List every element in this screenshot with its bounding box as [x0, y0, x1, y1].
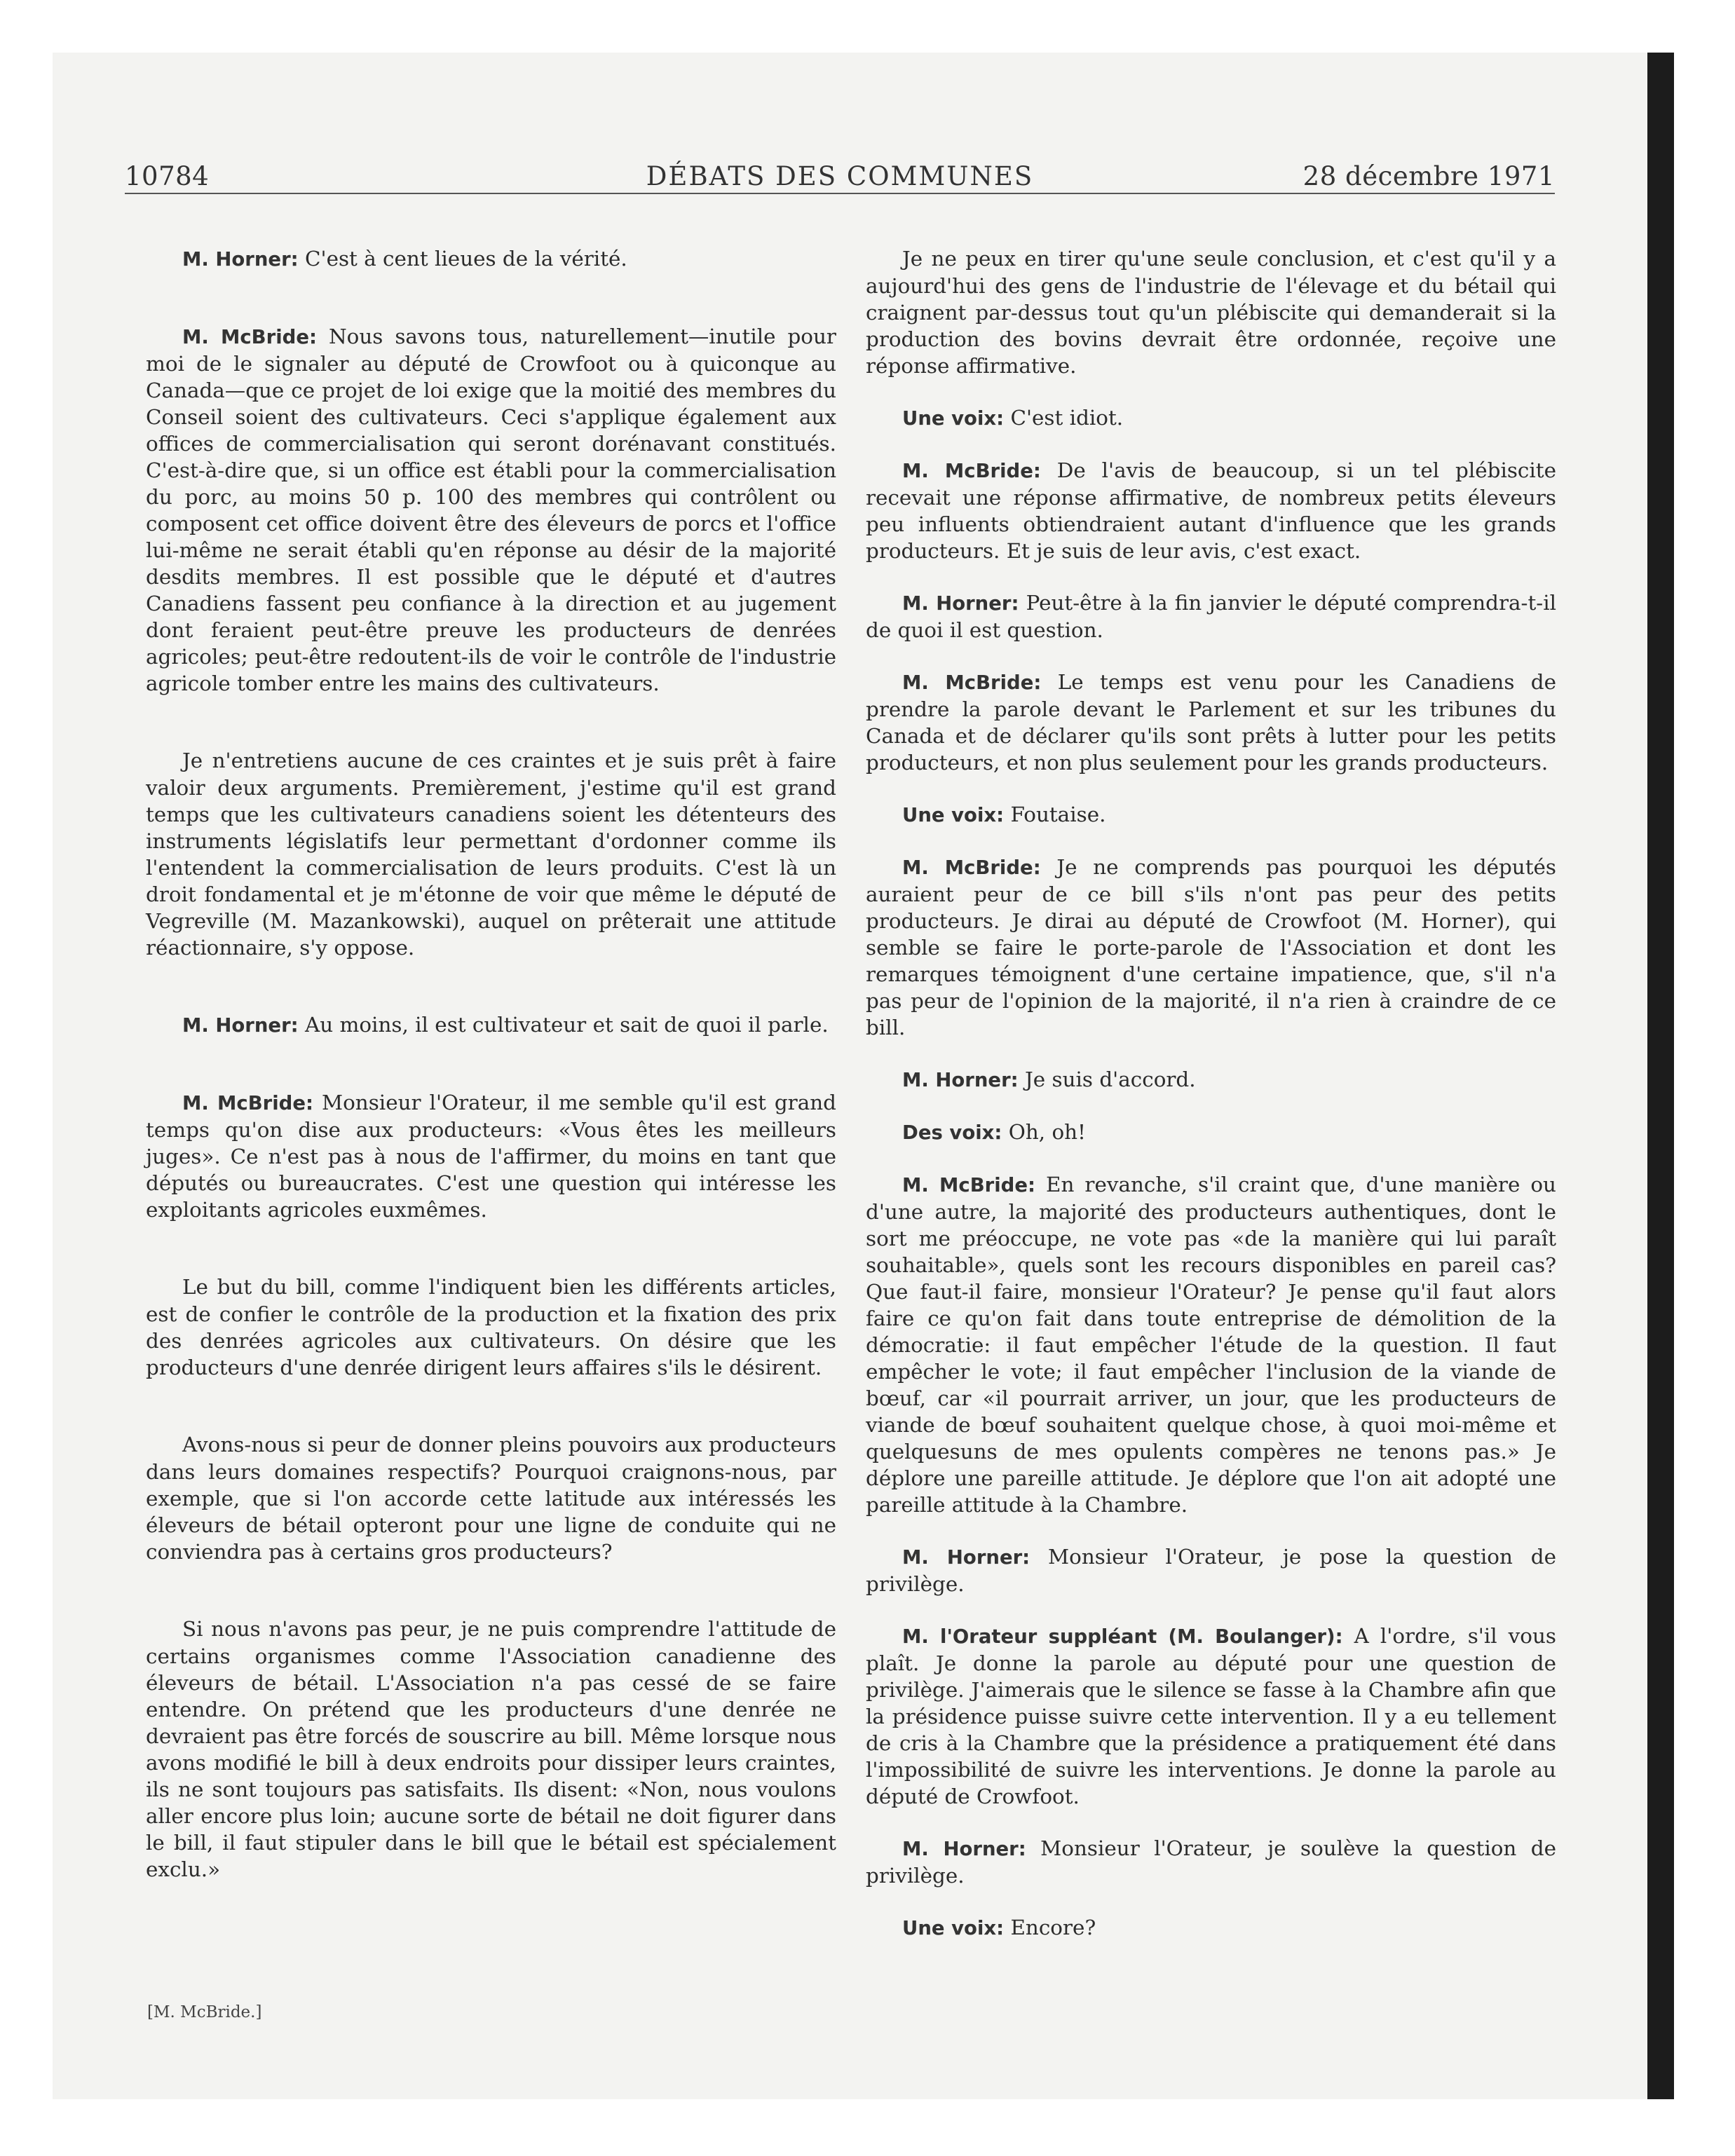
paragraph — [146, 1431, 836, 1565]
paragraph — [146, 323, 836, 697]
paragraph — [866, 669, 1556, 776]
page-number: 10784 — [125, 161, 210, 191]
paragraph-text: Avons-nous si peur de donner pleins pouvoirs aux producteurs dans leurs domaines respectifs? Pourquoi craignons-nous, par exemple, que si l'on accorde cette latitude aux intéressés les éleveurs de bétail opteront pour une ligne de conduite qui ne conviendra pas à certains gros producteurs? — [146, 1433, 836, 1564]
journal-title: DÉBATS DES COMMUNES — [646, 161, 1034, 191]
speaker-label: M. Horner: — [902, 1838, 1026, 1860]
paragraph-text: Au moins, il est cultivateur et sait de quoi il parle. — [298, 1013, 829, 1037]
paragraph-text: En revanche, s'il craint que, d'une manière ou d'une autre, la majorité des producteurs authentiques, dont le sort me préoccupe, ne vote pas «de la manière qui lui paraît souhaitable», quels sont les recours disponibles en pareil cas? Que faut-il faire, monsieur l'Orateur? Je pense qu'il faut alors faire ce qu'on fait dans toute entreprise de démolition de la démocratie: il faut empêcher l'étude de la question. Il faut empêcher le vote; il faut empêcher l'inclusion de la viande de bœuf, car «il pourrait arriver, un jour, que les producteurs de viande de bœuf souhaitent quelque chose, à quoi moi-même et quelquesuns de mes opulents compères ne tenons pas.» Je déplore une pareille attitude. Je déplore que l'on ait adopté une pareille attitude à la Chambre. — [866, 1173, 1556, 1517]
paragraph — [866, 1066, 1556, 1093]
speaker-label: M. McBride: — [902, 460, 1041, 482]
paragraph — [146, 245, 836, 273]
paragraph-text: De l'avis de beaucoup, si un tel plébiscite recevait une réponse affirmative, de nombreux petits éleveurs peu influents obtiendraient autant d'influence que les grands producteurs. Et je suis de leur avis, c'est exact. — [866, 458, 1556, 563]
speaker-label: M. McBride: — [182, 326, 317, 348]
paragraph — [146, 1089, 836, 1223]
paragraph-text: Le but du bill, comme l'indiquent bien les différents articles, est de confier le contrôle de la production et la fixation des prix des denrées agricoles aux cultivateurs. On désire que les producteurs d'une denrée dirigent leurs affaires s'ils le désirent. — [146, 1275, 836, 1379]
paragraph — [146, 1011, 836, 1039]
paragraph-text: Nous savons tous, naturellement—inutile pour moi de le signaler au député de Crowfoot ou à quiconque au Canada—que ce projet de loi exige que la moitié des membres du Conseil soient des cultivateurs. Ceci s'applique également aux offices de commercialisation qui seront dorénavant constitués. C'est-à-dire que, si un office est établi pour la commercialisation du porc, au moins 50 p. 100 des membres qui contrôlent ou composent cet office doivent être des éleveurs de porcs et l'office lui-même ne serait établi qu'en réponse au désir de la majorité desdits membres. Il est possible que le député et d'autres Canadiens fassent peu confiance à la direction et au jugement dont feraient peut-être preuve les producteurs de denrées agricoles; peut-être redoutent-ils de voir le contrôle de l'industrie agricole tomber entre les mains des cultivateurs. — [146, 325, 836, 695]
paragraph-text: Si nous n'avons pas peur, je ne puis comprendre l'attitude de certains organismes comme l'Association canadienne des éleveurs de bétail. L'Association n'a pas cessé de se faire entendre. On prétend que les producteurs d'une denrée ne devraient pas être forcés de souscrire au bill. Même lorsque nous avons modifié le bill à deux endroits pour dissiper leurs craintes, ils ne sont toujours pas satisfaits. Ils disent: «Non, nous voulons aller encore plus loin; aucune sorte de bétail ne doit figurer dans le bill, il faut stipuler dans le bill que le bétail est spécialement exclu.» — [146, 1617, 836, 1881]
paragraph — [866, 589, 1556, 643]
left-column — [146, 245, 836, 1908]
page-header — [125, 158, 1555, 194]
paragraph — [866, 1914, 1556, 1942]
speaker-label: Une voix: — [902, 407, 1005, 430]
paragraph — [866, 404, 1556, 432]
scan-edge-bar — [1647, 53, 1674, 2099]
page-date: 28 décembre 1971 — [1302, 161, 1555, 191]
speaker-label: M. Horner: — [902, 592, 1019, 615]
paragraph-text: Le temps est venu pour les Canadiens de prendre la parole devant le Parlement et sur les tribunes du Canada et de déclarer qu'ils sont prêts à lutter pour les petits producteurs, et non plus seulement pour les grands producteurs. — [866, 670, 1556, 775]
paragraph — [866, 457, 1556, 564]
speaker-label: M. McBride: — [182, 1092, 313, 1114]
speaker-label: Des voix: — [902, 1121, 1002, 1144]
speaker-label: Une voix: — [902, 804, 1005, 826]
speaker-label: M. Horner: — [902, 1069, 1019, 1091]
paragraph — [866, 1171, 1556, 1518]
paragraph-text: Monsieur l'Orateur, il me semble qu'il est grand temps qu'on dise aux producteurs: «Vous êtes les meilleurs juges». Ce n'est pas à nous de l'affirmer, du moins en tant que députés ou bureaucrates. C'est une question qui intéresse les exploitants agricoles euxmêmes. — [146, 1091, 836, 1222]
paragraph-text: A l'ordre, s'il vous plaît. Je donne la parole au député pour une question de privilège. J'aimerais que le silence se fasse à la Chambre afin que la présidence puisse suivre cette intervention. Il y a eu tellement de cris à la Chambre que la présidence a pratiquement été dans l'impossibilité de suivre les interventions. Je donne la parole au député de Crowfoot. — [866, 1624, 1556, 1808]
speaker-label: M. Horner: — [902, 1546, 1030, 1569]
speaker-label: Une voix: — [902, 1917, 1005, 1939]
paragraph — [866, 245, 1556, 379]
paragraph-text: Monsieur l'Orateur, je soulève la question de privilège. — [866, 1836, 1556, 1888]
paragraph-text: Je suis d'accord. — [1018, 1067, 1196, 1091]
right-column — [866, 245, 1556, 1967]
speaker-footer-note: [M. McBride.] — [147, 2003, 262, 2021]
paragraph-text: Je ne comprends pas pourquoi les députés auraient peur de ce bill s'ils n'ont pas peur des petits producteurs. Je dirai au député de Crowfoot (M. Horner), qui semble se faire le porte-parole de l'Association et dont les remarques témoignent d'une certaine impatience, que, s'il n'a pas peur de l'opinion de la majorité, il n'a rien à craindre de ce bill. — [866, 855, 1556, 1039]
paragraph — [866, 1835, 1556, 1889]
paragraph — [866, 801, 1556, 828]
speaker-label: M. McBride: — [902, 671, 1042, 694]
paragraph — [146, 1274, 836, 1381]
paragraph — [866, 854, 1556, 1041]
speaker-label: M. McBride: — [902, 1174, 1035, 1196]
paragraph — [866, 1623, 1556, 1810]
paragraph — [866, 1119, 1556, 1146]
paragraph-text: Peut-être à la fin janvier le député comprendra-t-il de quoi il est question. — [866, 591, 1556, 642]
speaker-label: M. Horner: — [182, 248, 299, 271]
speaker-label: M. Horner: — [182, 1014, 299, 1037]
paragraph — [146, 1616, 836, 1883]
paragraph-text: Encore? — [1004, 1916, 1096, 1939]
paragraph-text: C'est idiot. — [1004, 406, 1124, 430]
speaker-label: M. McBride: — [902, 857, 1041, 879]
paragraph-text: Je n'entretiens aucune de ces craintes et je suis prêt à faire valoir deux arguments. Premièrement, j'estime qu'il est grand temps que les cultivateurs canadiens soient les détenteurs des instruments législatifs leur permettant d'ordonner comme ils l'entendent la commercialisation de leurs produits. C'est là un droit fondamental et je m'étonne de voir que même le député de Vegreville (M. Mazankowski), auquel on prêterait une attitude réactionnaire, s'y oppose. — [146, 749, 836, 960]
paragraph-text: Oh, oh! — [1002, 1120, 1086, 1144]
paragraph — [866, 1543, 1556, 1597]
paragraph-text: C'est à cent lieues de la vérité. — [298, 247, 627, 271]
paragraph — [146, 747, 836, 961]
paragraph-text: Monsieur l'Orateur, je pose la question de privilège. — [866, 1545, 1556, 1596]
paragraph-text: Je ne peux en tirer qu'une seule conclusion, et c'est qu'il y a aujourd'hui des gens de l'industrie de l'élevage et du bétail qui craignent par-dessus tout qu'un plébiscite qui demanderait si la production des bovins devrait être ordonnée, reçoive une réponse affirmative. — [866, 247, 1556, 378]
paragraph-text: Foutaise. — [1004, 803, 1106, 826]
speaker-label: M. l'Orateur suppléant (M. Boulanger): — [902, 1625, 1343, 1648]
